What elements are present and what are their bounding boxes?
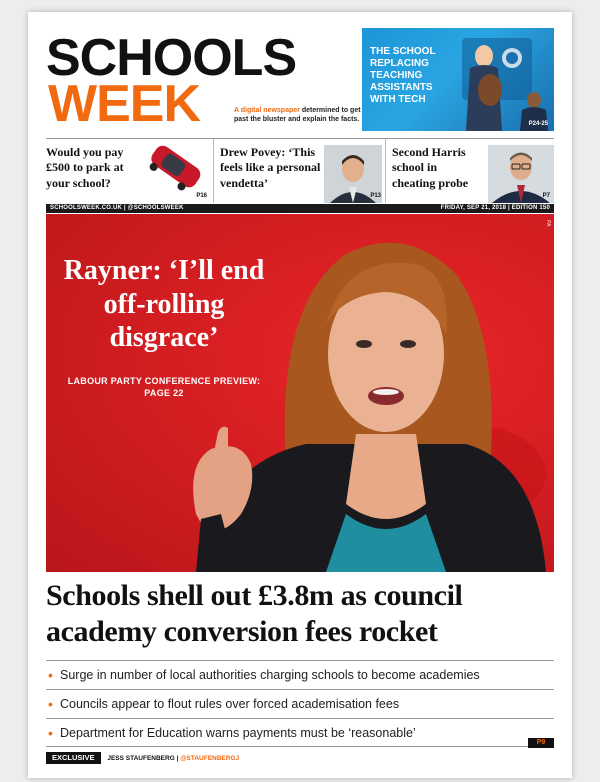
masthead-schools: SCHOOLS bbox=[46, 29, 297, 87]
author-handle[interactable]: @STAUFENBERGJ bbox=[180, 755, 240, 762]
teaser-parking[interactable] bbox=[46, 139, 214, 203]
teaser-povey[interactable] bbox=[220, 139, 386, 203]
bullet-dot-icon: • bbox=[48, 667, 53, 683]
bullet-item bbox=[46, 660, 554, 689]
promo-page: P24-25 bbox=[528, 121, 548, 127]
bullet-text: Surge in number of local authorities charging schools to become academies bbox=[60, 668, 480, 682]
date-bar bbox=[46, 204, 554, 213]
hero-headline: Rayner: ‘I’ll end off-rolling disgrace’ bbox=[63, 255, 265, 354]
teaser-text: Second Harris school in cheating probe bbox=[392, 145, 469, 190]
bullet-text: Department for Education warns payments must be ‘reasonable’ bbox=[60, 726, 416, 740]
exclusive-badge: EXCLUSIVE bbox=[46, 752, 101, 764]
teaser-row bbox=[46, 138, 554, 202]
bullet-text: Councils appear to flout rules over forced academisation fees bbox=[60, 697, 400, 711]
teaser-page: P7 bbox=[542, 193, 550, 199]
bullet-item bbox=[46, 689, 554, 718]
byline bbox=[46, 752, 239, 764]
teaser-page: P13 bbox=[370, 193, 381, 199]
edition-date: FRIDAY, SEP 21, 2018 | EDITION 150 bbox=[440, 205, 550, 211]
page-reference: P9 bbox=[528, 738, 554, 748]
hero-image[interactable] bbox=[46, 214, 554, 572]
promo-box[interactable] bbox=[362, 28, 554, 131]
promo-text: THE SCHOOL REPLACING TEACHING ASSISTANTS WITH TECH bbox=[370, 46, 436, 105]
teaser-harris[interactable] bbox=[392, 139, 554, 203]
newspaper-front-page bbox=[28, 12, 572, 778]
main-headline[interactable]: Schools shell out £3.8m as council academy conversion fees rocket bbox=[46, 579, 463, 648]
bullet-item bbox=[46, 718, 554, 747]
teaser-text: Would you pay £500 to park at your school? bbox=[46, 145, 124, 190]
bullet-dot-icon: • bbox=[48, 725, 53, 741]
bullet-list bbox=[46, 660, 554, 747]
teaser-page: P16 bbox=[196, 193, 207, 199]
teaser-text: Drew Povey: ‘This feels like a personal vendetta’ bbox=[220, 145, 321, 190]
byline-separator: | bbox=[176, 755, 181, 762]
bullet-dot-icon: • bbox=[48, 696, 53, 712]
site-handle: SCHOOLSWEEK.CO.UK | @SCHOOLSWEEK bbox=[50, 205, 184, 211]
masthead-week: WEEK bbox=[48, 75, 200, 133]
author-name: JESS STAUFENBERG bbox=[107, 755, 175, 762]
photo-credit: PA bbox=[545, 220, 551, 227]
hero-subhead: LABOUR PARTY CONFERENCE PREVIEW: PAGE 22 bbox=[67, 376, 261, 398]
masthead-tagline bbox=[234, 106, 374, 125]
tagline-accent: A digital newspaper bbox=[234, 107, 300, 114]
car-image bbox=[142, 141, 208, 191]
tagline-rest: determined to get past the bluster and explain the facts. bbox=[234, 107, 361, 124]
